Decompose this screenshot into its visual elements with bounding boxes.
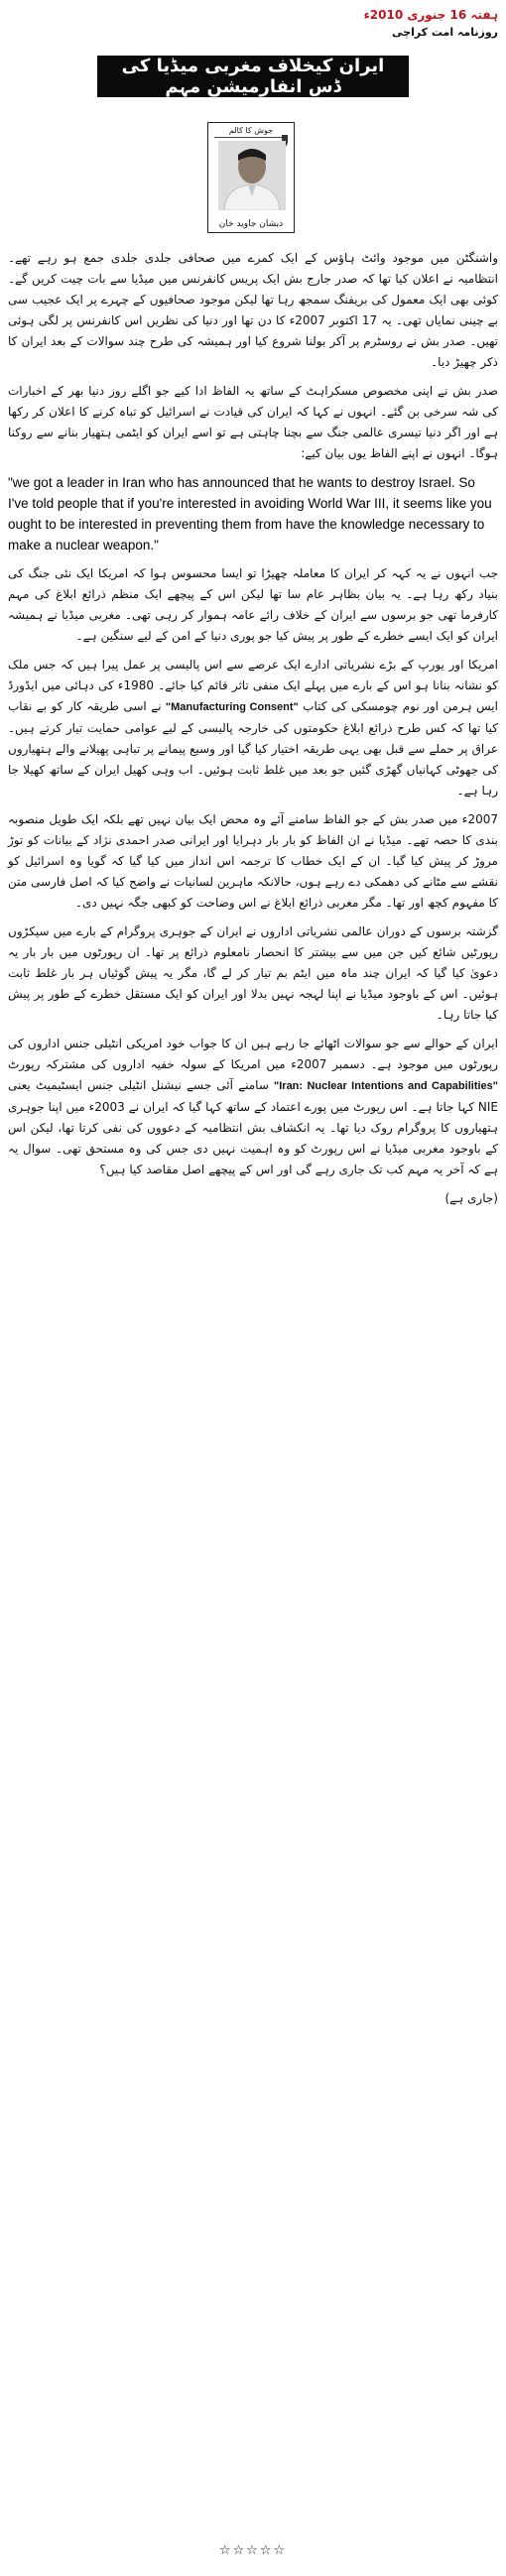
book-title: "Manufacturing Consent" <box>165 701 299 713</box>
english-quote: "we got a leader in Iran who has announced that he wants to destroy Israel. So I've told people that if you're interested in avoiding World War III, it seems like you ought to be interested in preventing them from have the knowledge necessary to make a nuclear weapon." <box>8 475 492 552</box>
continued-note: (جاری ہے) <box>444 1191 498 1205</box>
paragraph-7-continued: سامنے آئی جسے نیشنل انٹیلی جنس ایسٹیمیٹ یعنی NIE کہا جاتا ہے۔ اس رپورٹ میں پورے اعتماد کے ساتھ کہا گیا کہ ایران نے 2003ء میں اپنا جوہری ہتھیاروں کا پروگرام روک دیا تھا۔ یہ انکشاف بش انتظامیہ کے دعووں کی نفی کرتا تھا، لیکن اس کے باوجود مغربی میڈیا نے اس رپورٹ کو وہ اہمیت نہیں دی جس کی وہ مستحق تھی۔ سوال یہ ہے کہ آخر یہ مہم کب تک جاری رہے گی اور اس کے پیچھے اصل مقاصد کیا ہیں؟ <box>8 1078 498 1176</box>
column-tag: جوش کا کالم <box>214 125 288 138</box>
paragraph-2: صدر بش نے اپنی مخصوص مسکراہٹ کے ساتھ یہ الفاظ ادا کیے جو اگلے روز دنیا بھر کے اخبارات کی شہ سرخی بن گئے۔ انہوں نے کہا کہ ایران کی قیادت نے اسرائیل کو تباہ کرنے کا اعلان کر رکھا ہے اور اگر دنیا تیسری عالمی جنگ سے بچنا چاہتی ہے تو اسے ایران کو ایٹمی ہتھیار بنانے سے روکنا ہوگا۔ انہوں نے اپنے الفاظ یوں بیان کیے: <box>8 384 498 460</box>
columnist-photo <box>218 141 286 210</box>
publication-date: ہفتہ 16 جنوری 2010ء <box>363 8 498 22</box>
paragraph-4-continued: نے اسی طریقہ کار کو بے نقاب کیا تھا کہ کس طرح ذرائع ابلاغ حکومتوں کی خارجہ پالیسی کے لیے عوامی حمایت تیار کرتے ہیں۔ عراق پر حملے سے قبل بھی یہی طریقہ اختیار کیا گیا اور وسیع پیمانے پر تباہی پھیلانے والے ہتھیاروں کی جھوٹی کہانیاں گھڑی گئیں جو بعد میں غلط ثابت ہوئیں۔ اب وہی کھیل ایران کے ساتھ کھیلا جا رہا ہے۔ <box>8 699 498 797</box>
columnist-name: ذیشان جاوید خان <box>218 219 284 229</box>
paragraph-5: 2007ء میں صدر بش کے جو الفاظ سامنے آئے وہ محض ایک بیان نہیں تھے بلکہ ایک طویل منصوبہ بندی کا حصہ تھے۔ میڈیا نے ان الفاظ کو بار بار دہرایا اور ایرانی صدر احمدی نژاد کے بیانات کو توڑ مروڑ کر پیش کیا گیا۔ ان کے ایک خطاب کا ترجمہ اس انداز میں کیا گیا کہ گویا وہ اسرائیل کو نقشے سے مٹانے کی دھمکی دے رہے ہوں، حالانکہ ماہرین لسانیات نے واضح کیا کہ اصل فارسی متن کا مفہوم کچھ اور تھا۔ مگر مغربی ذرائع ابلاغ نے اس وضاحت کو کبھی جگہ نہیں دی۔ <box>8 812 498 910</box>
end-stars: ☆☆☆☆☆ <box>218 2543 288 2558</box>
article-body <box>8 248 498 1217</box>
columnist-card <box>207 122 295 233</box>
paragraph-4-text: امریکا اور یورپ کے بڑے نشریاتی ادارے ایک عرصے سے اس پالیسی پر عمل پیرا ہیں کہ جس ملک کو نشانہ بنانا ہو اس کے بارے میں پہلے ایک منفی تاثر قائم کیا جائے۔ 1980ء کی دہائی میں ایڈورڈ ایس ہرمن اور نوم چومسکی کی کتاب <box>8 658 498 713</box>
paragraph-6: گزشتہ برسوں کے دوران عالمی نشریاتی اداروں نے ایران کے جوہری پروگرام کے بارے میں سیکڑوں رپورٹیں شائع کیں جن میں سے بیشتر کا انحصار نامعلوم ذرائع پر تھا۔ ان رپورٹوں میں بار بار یہ دعویٰ کیا گیا کہ ایران چند ماہ میں ایٹم بم تیار کر لے گا، مگر یہ پیش گوئیاں ہر بار غلط ثابت ہوئیں۔ اس کے باوجود میڈیا نے اپنا لہجہ نہیں بدلا اور ایران کو ایک مستقل خطرے کے طور پر پیش کیا جاتا رہا۔ <box>8 924 498 1022</box>
nie-report-title: "Iran: Nuclear Intentions and Capabilities" <box>274 1080 498 1092</box>
paragraph-3: جب انہوں نے یہ کہہ کر ایران کا معاملہ چھیڑا تو ایسا محسوس ہوا کہ امریکا ایک نئی جنگ کی بنیاد رکھ رہا ہے۔ یہ بیان بظاہر عام سا تھا لیکن اس کے پیچھے ایک منظم ذرائع ابلاغ کی مہم کارفرما تھی جو برسوں سے ایران کے خلاف رائے عامہ ہموار کر رہی تھی۔ مغربی میڈیا نے ہمیشہ ایران کو ایک ایسے خطرے کے طور پر پیش کیا جو پوری دنیا کے امن کے لیے سنگین ہے۔ <box>8 566 498 643</box>
article-headline: ایران کیخلاف مغربی میڈیا کی ڈس انفارمیشن مہم <box>97 56 409 97</box>
masthead <box>0 6 506 46</box>
newspaper-name: روزنامہ امت کراچی <box>392 26 498 39</box>
paragraph-7 <box>8 1034 498 1180</box>
paragraph-1: واشنگٹن میں موجود وائٹ ہاؤس کے ایک کمرے میں صحافی جلدی جلدی جمع ہو رہے تھے۔ انتظامیہ نے اعلان کیا تھا کہ صدر جارج بش ایک پریس کانفرنس میں میڈیا سے بات چیت کریں گے۔ کوئی بھی ایک معمول کی بریفنگ سمجھ رہا تھا لیکن موجود صحافیوں کے چہرے پر ایک عجیب سی بے چینی نمایاں تھی۔ یہ 17 اکتوبر 2007ء کا دن تھا اور دنیا کی نظریں اس کانفرنس پر لگی ہوئی تھیں۔ صدر بش نے روسٹرم پر آکر بولنا شروع کیا اور ہمیشہ کی طرح چند سوالات کے بعد ایران کا ذکر چھیڑ دیا۔ <box>8 251 499 369</box>
paragraph-4 <box>8 655 498 801</box>
paragraph-7-text: ایران کے حوالے سے جو سوالات اٹھائے جا رہے ہیں ان کا جواب خود امریکی انٹیلی جنس اداروں کی رپورٹوں میں موجود ہے۔ دسمبر 2007ء میں امریکا کے سولہ خفیہ اداروں کی مشترکہ رپورٹ <box>8 1037 498 1071</box>
